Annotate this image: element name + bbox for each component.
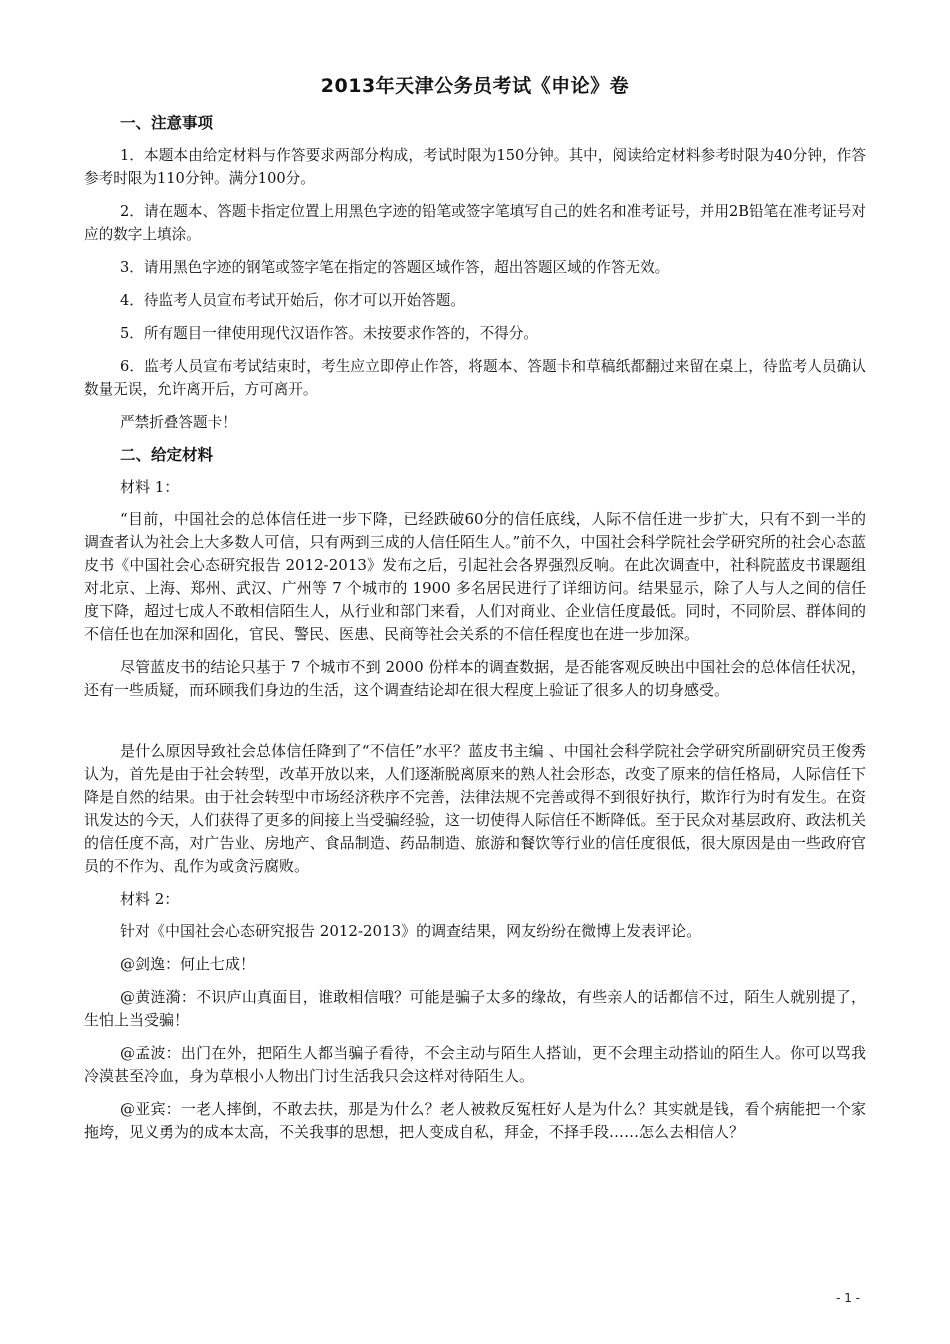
note-item-3: 3．请用黑色字迹的钢笔或签字笔在指定的答题区域作答，超出答题区域的作答无效。: [120, 259, 670, 276]
warning-text: 严禁折叠答题卡！: [120, 414, 237, 431]
note-item-2: 2．请在题本、答题卡指定位置上用黑色字迹的铅笔或签字笔填写自己的姓名和准考证号，并用2B铅笔在准考证号对应的数字上填涂。: [84, 203, 866, 243]
material-1-paragraph-2: 尽管蓝皮书的结论只基于 7 个城市不到 2000 份样本的调查数据，是否能客观反映出中国社会的总体信任状况，还有一些质疑，而环顾我们身边的生活，这个调查结论却在很大程度上验证了很多人的切身感受。: [84, 658, 866, 699]
material-2-label: 材料 2：: [120, 890, 180, 908]
comment-4: @亚宾：一老人摔倒，不敢去扶，那是为什么？老人被救反冤枉好人是为什么？其实就是钱，看个病能把一个家拖垮，见义勇为的成本太高，不关我事的思想，把人变成自私，拜金，不择手段……怎么去相信人？: [84, 1100, 866, 1141]
section-heading-materials: 二、给定材料: [120, 446, 214, 464]
note-item-5: 5．所有题目一律使用现代汉语作答。未按要求作答的，不得分。: [120, 325, 538, 342]
material-2-intro: 针对《中国社会心态研究报告 2012-2013》的调查结果，网友纷纷在微博上发表评论。: [120, 922, 702, 940]
comment-1: @剑逸：何止七成！: [120, 955, 256, 973]
document-title: 2013年天津公务员考试《申论》卷: [320, 75, 630, 97]
page-number: - 1 -: [836, 1291, 860, 1305]
document-body: [84, 112, 866, 1154]
comment-2: @黄涟漪：不识庐山真面目，谁敢相信哦？可能是骗子太多的缘故，有些亲人的话都信不过，陌生人就别提了，生怕上当受骗！: [84, 988, 866, 1029]
section-heading-notes: 一、注意事项: [120, 114, 214, 132]
note-item-6: 6．监考人员宣布考试结束时，考生应立即停止作答，将题本、答题卡和草稿纸都翻过来留在桌上，待监考人员确认数量无误，允许离开后，方可离开。: [84, 358, 866, 398]
comment-3: @孟波：出门在外，把陌生人都当骗子看待，不会主动与陌生人搭讪，更不会理主动搭讪的陌生人。你可以骂我冷漠甚至冷血，身为草根小人物出门讨生活我只会这样对待陌生人。: [84, 1044, 866, 1085]
paragraph-spacer: [84, 712, 866, 740]
material-1-label: 材料 1：: [120, 478, 180, 496]
material-1-paragraph-1: “目前，中国社会的总体信任进一步下降，已经跌破60分的信任底线，人际不信任进一步扩大，只有不到一半的调查者认为社会上大多数人可信，只有两到三成的人信任陌生人。”前不久，中国社会科学院社会学研究所的社会心态蓝皮书《中国社会心态研究报告 2012-2013》发布之后，引起社会各界强烈反响。在此次调查中，社科院蓝皮书课题组对北京、上海、郑州、武汉、广州等 7 个城市的 1900 多名居民进行了详细访问。结果显示，除了人与人之间的信任度下降，超过七成人不敢相信陌生人，从行业和部门来看，人们对商业、企业信任度最低。同时，不同阶层、群体间的不信任也在加深和固化，官民、警民、医患、民商等社会关系的不信任程度也在进一步加深。: [84, 510, 866, 643]
note-item-4: 4．待监考人员宣布考试开始后，你才可以开始答题。: [120, 292, 465, 309]
material-1-paragraph-3: 是什么原因导致社会总体信任降到了“不信任”水平？蓝皮书主编 、中国社会科学院社会学研究所副研究员王俊秀认为，首先是由于社会转型，改革开放以来，人们逐渐脱离原来的熟人社会形态，改变了原来的信任格局，人际信任下降是自然的结果。由于社会转型中市场经济秩序不完善，法律法规不完善或得不到很好执行，欺诈行为时有发生。在资讯发达的今天，人们获得了更多的间接上当受骗经验，这一切使得人际信任不断降低。至于民众对基层政府、政法机关的信任度不高，对广告业、房地产、食品制造、药品制造、旅游和餐饮等行业的信任度很低，很大原因是由一些政府官员的不作为、乱作为或贪污腐败。: [84, 742, 866, 875]
note-item-1: 1．本题本由给定材料与作答要求两部分构成，考试时限为150分钟。其中，阅读给定材料参考时限为40分钟，作答参考时限为110分钟。满分100分。: [84, 147, 866, 187]
